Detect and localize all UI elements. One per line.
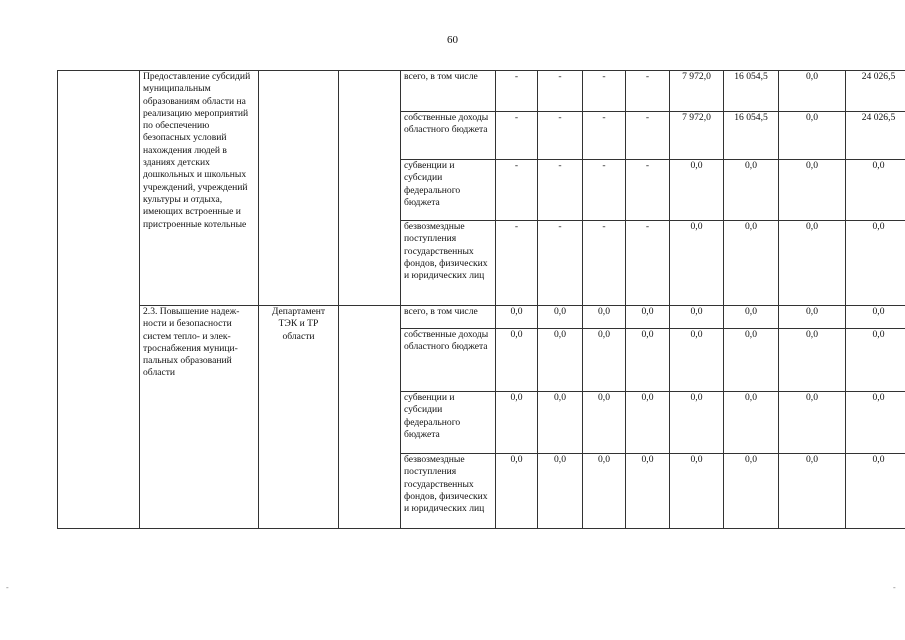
funding-source: всего, в том числе — [401, 306, 496, 329]
value-cell: 0,0 — [496, 392, 538, 454]
value-cell: 0,0 — [670, 392, 724, 454]
value-cell: 0,0 — [496, 306, 538, 329]
executor-cell — [259, 71, 339, 306]
value-cell: 0,0 — [724, 221, 779, 306]
funding-source: всего, в том числе — [401, 71, 496, 112]
value-cell: - — [496, 112, 538, 160]
value-cell: 0,0 — [670, 454, 724, 529]
value-cell: 16 054,5 — [724, 112, 779, 160]
funding-source: безвозмездные поступления государственных фондов, физических и юридических лиц — [401, 454, 496, 529]
value-cell: - — [538, 221, 583, 306]
value-cell: 7 972,0 — [670, 71, 724, 112]
value-cell: 0,0 — [779, 221, 846, 306]
value-cell: 0,0 — [538, 392, 583, 454]
executor-cell: Департамент ТЭК и ТР области — [259, 306, 339, 529]
value-cell: 0,0 — [496, 329, 538, 392]
value-cell: 0,0 — [724, 454, 779, 529]
value-cell: 0,0 — [583, 392, 626, 454]
value-cell: 0,0 — [670, 160, 724, 221]
value-cell: 0,0 — [538, 454, 583, 529]
value-cell: - — [583, 160, 626, 221]
value-cell: 0,0 — [724, 160, 779, 221]
value-cell: 24 026,5 — [846, 71, 905, 112]
table-row — [58, 306, 905, 329]
value-cell: 0,0 — [583, 454, 626, 529]
value-cell: 0,0 — [626, 329, 670, 392]
value-cell: 0,0 — [670, 221, 724, 306]
value-cell: 0,0 — [779, 71, 846, 112]
value-cell: - — [583, 71, 626, 112]
value-cell: 24 026,5 — [846, 112, 905, 160]
funding-source: собственные доходы областного бюджета — [401, 112, 496, 160]
value-cell: 0,0 — [779, 306, 846, 329]
value-cell: - — [583, 112, 626, 160]
value-cell: 0,0 — [779, 329, 846, 392]
value-cell: 0,0 — [626, 306, 670, 329]
value-cell: 0,0 — [779, 392, 846, 454]
funding-source: безвозмездные поступления государственных фондов, физических и юридических лиц — [401, 221, 496, 306]
funding-source: субвенции и субсидии федерального бюджета — [401, 392, 496, 454]
value-cell: 0,0 — [670, 329, 724, 392]
activity-description: 2.3. Повышение надеж-ности и безопасности систем тепло- и элек-троснабжения муници-пальных образований области — [140, 306, 259, 529]
value-cell: - — [626, 160, 670, 221]
value-cell: 0,0 — [779, 160, 846, 221]
empty-cell — [339, 306, 401, 529]
value-cell: 0,0 — [538, 306, 583, 329]
value-cell: 0,0 — [670, 306, 724, 329]
value-cell: 0,0 — [538, 329, 583, 392]
value-cell: 0,0 — [846, 329, 905, 392]
value-cell: 0,0 — [626, 392, 670, 454]
value-cell: 0,0 — [846, 306, 905, 329]
activity-description: Предоставление субсидий муниципальным образованиям области на реализацию мероприятий по обеспечению безопасных условий нахождения людей в зданиях детских дошкольных и школьных учреждений, учреждений культуры и отдыха, имеющих встроенные и пристроенные котельные — [140, 71, 259, 306]
value-cell: - — [626, 221, 670, 306]
value-cell: 0,0 — [846, 221, 905, 306]
value-cell: 0,0 — [779, 454, 846, 529]
value-cell: 7 972,0 — [670, 112, 724, 160]
value-cell: - — [496, 160, 538, 221]
value-cell: 0,0 — [583, 306, 626, 329]
number-cell — [58, 71, 140, 529]
value-cell: 0,0 — [626, 454, 670, 529]
value-cell: 0,0 — [724, 392, 779, 454]
program-budget-table — [57, 70, 905, 529]
value-cell: - — [583, 221, 626, 306]
scan-mark-right: - — [893, 583, 896, 592]
value-cell: - — [538, 160, 583, 221]
value-cell: 0,0 — [724, 306, 779, 329]
empty-cell — [339, 71, 401, 306]
value-cell: - — [626, 71, 670, 112]
value-cell: - — [538, 71, 583, 112]
scan-mark-left: - — [6, 583, 9, 592]
value-cell: 16 054,5 — [724, 71, 779, 112]
value-cell: 0,0 — [846, 160, 905, 221]
value-cell: 0,0 — [724, 329, 779, 392]
value-cell: - — [626, 112, 670, 160]
value-cell: 0,0 — [846, 392, 905, 454]
page-number: 60 — [447, 34, 458, 46]
value-cell: - — [496, 221, 538, 306]
value-cell: - — [496, 71, 538, 112]
value-cell: 0,0 — [583, 329, 626, 392]
value-cell: 0,0 — [496, 454, 538, 529]
funding-source: собственные доходы областного бюджета — [401, 329, 496, 392]
table-row — [58, 71, 905, 112]
value-cell: 0,0 — [846, 454, 905, 529]
value-cell: - — [538, 112, 583, 160]
funding-source: субвенции и субсидии федерального бюджета — [401, 160, 496, 221]
value-cell: 0,0 — [779, 112, 846, 160]
